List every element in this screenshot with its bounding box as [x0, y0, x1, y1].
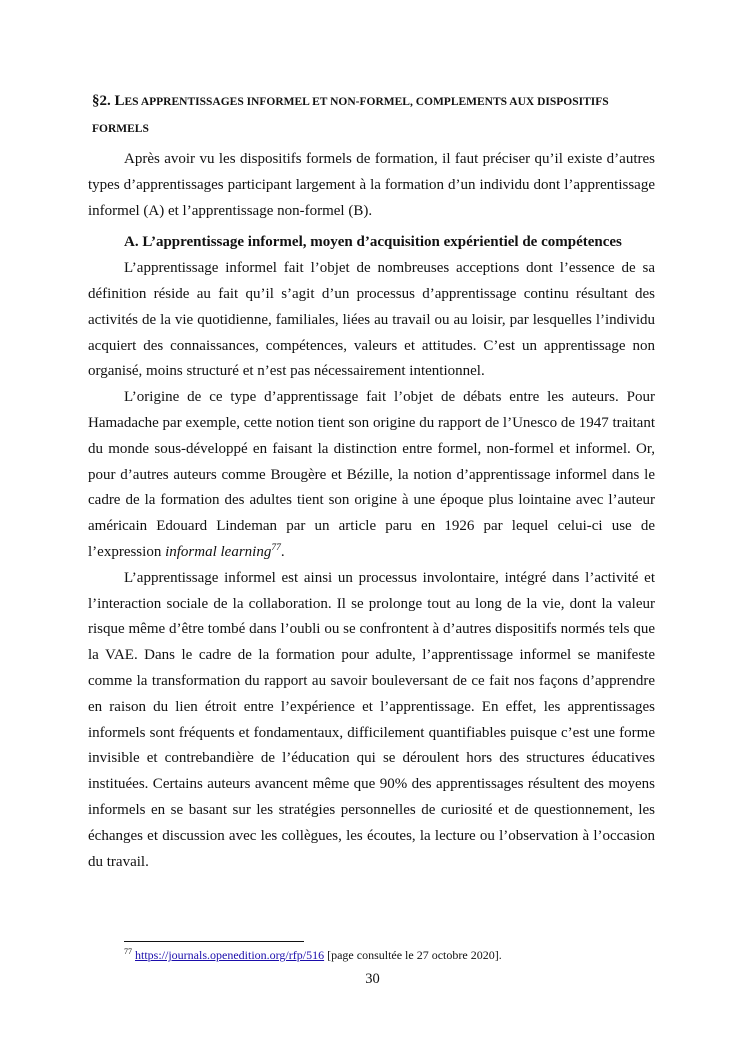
- paragraph-3: L’apprentissage informel est ainsi un processus involontaire, intégré dans l’activité et l’interaction sociale de la collaboration. Il se prolonge tout au long de la vie, dont la valeur risque même d’être tombé dans l’oubli ou se confrontent à d’autres dispositifs normés tels que la VAE. Dans le cadre de la formation pour adulte, l’apprentissage informel se manifeste comme la transformation du rapport au savoir bouleversant de ce fait nos façons d’apprendre en raison du lien étroit entre l’expérience et l’apprentissage. En effet, les apprentissages informels sont fréquents et fondamentaux, difficilement quantifiables puisque c’est une forme invisible et contrebandière de l’éducation qui se déroulent hors des structures éducatives instituées. Certains auteurs avancent même que 90% des apprentissages résultent des moyens informels en se basant sur les stratégies personnelles de curiosité et de questionnement, les échanges et discussion avec les collègues, les écoutes, la lecture ou l’observation à l’occasion du travail.: [88, 569, 655, 870]
- section-marker: §2. L: [92, 93, 125, 109]
- italic-term: informal learning: [165, 543, 272, 560]
- footnote-link[interactable]: https://journals.openedition.org/rfp/516: [135, 948, 325, 962]
- section-title-caps: ES APPRENTISSAGES INFORMEL ET NON-FORMEL, COMPLEMENTS AUX DISPOSITIFS FORMELS: [92, 96, 609, 135]
- subsection-heading: A. L’apprentissage informel, moyen d’acquisition expérientiel de compétences: [124, 234, 622, 251]
- page-number: 30: [365, 971, 380, 987]
- footnote-divider: [124, 941, 304, 942]
- intro-paragraph: Après avoir vu les dispositifs formels de formation, il faut préciser qu’il existe d’autres types d’apprentissages participant largement à la formation d’un individu dont l’apprentissage informel (A) et l’apprentissage non-formel (B).: [88, 151, 655, 219]
- footnote-reference[interactable]: 77: [271, 542, 281, 553]
- footnote-number: 77: [124, 947, 132, 956]
- section-title: [92, 88, 655, 143]
- footnote: [124, 947, 502, 963]
- paragraph-2: [88, 385, 655, 566]
- paragraph-1: L’apprentissage informel fait l’objet de nombreuses acceptions dont l’essence de sa définition réside au fait qu’il s’agit d’un processus d’apprentissage continu résultant des activités de la vie quotidienne, familiales, liées au travail ou au loisir, par lesquelles l’individu acquiert des connaissances, compétences, valeurs et attitudes. C’est un apprentissage non organisé, moins structuré et n’est pas nécessairement intentionnel.: [88, 260, 655, 380]
- paragraph-2-end: .: [280, 543, 285, 560]
- page-body: [88, 88, 655, 875]
- paragraph-2-text: L’origine de ce type d’apprentissage fait l’objet de débats entre les auteurs. Pour Hamadache par exemple, cette notion tient son origine du rapport de l’Unesco de 1947 traitant du monde sous-développé en faisant la distinction entre formel, non-formel et informel. Or, pour d’autres auteurs comme Brougère et Bézille, la notion d’apprentissage informel dans le cadre de la formation des adultes tient son origine à une époque plus lointaine avec l’auteur américain Edouard Lindeman par un article paru en 1926 par lequel celui-ci use de l’expression: [88, 389, 655, 560]
- footnote-note: [page consultée le 27 octobre 2020].: [324, 948, 502, 962]
